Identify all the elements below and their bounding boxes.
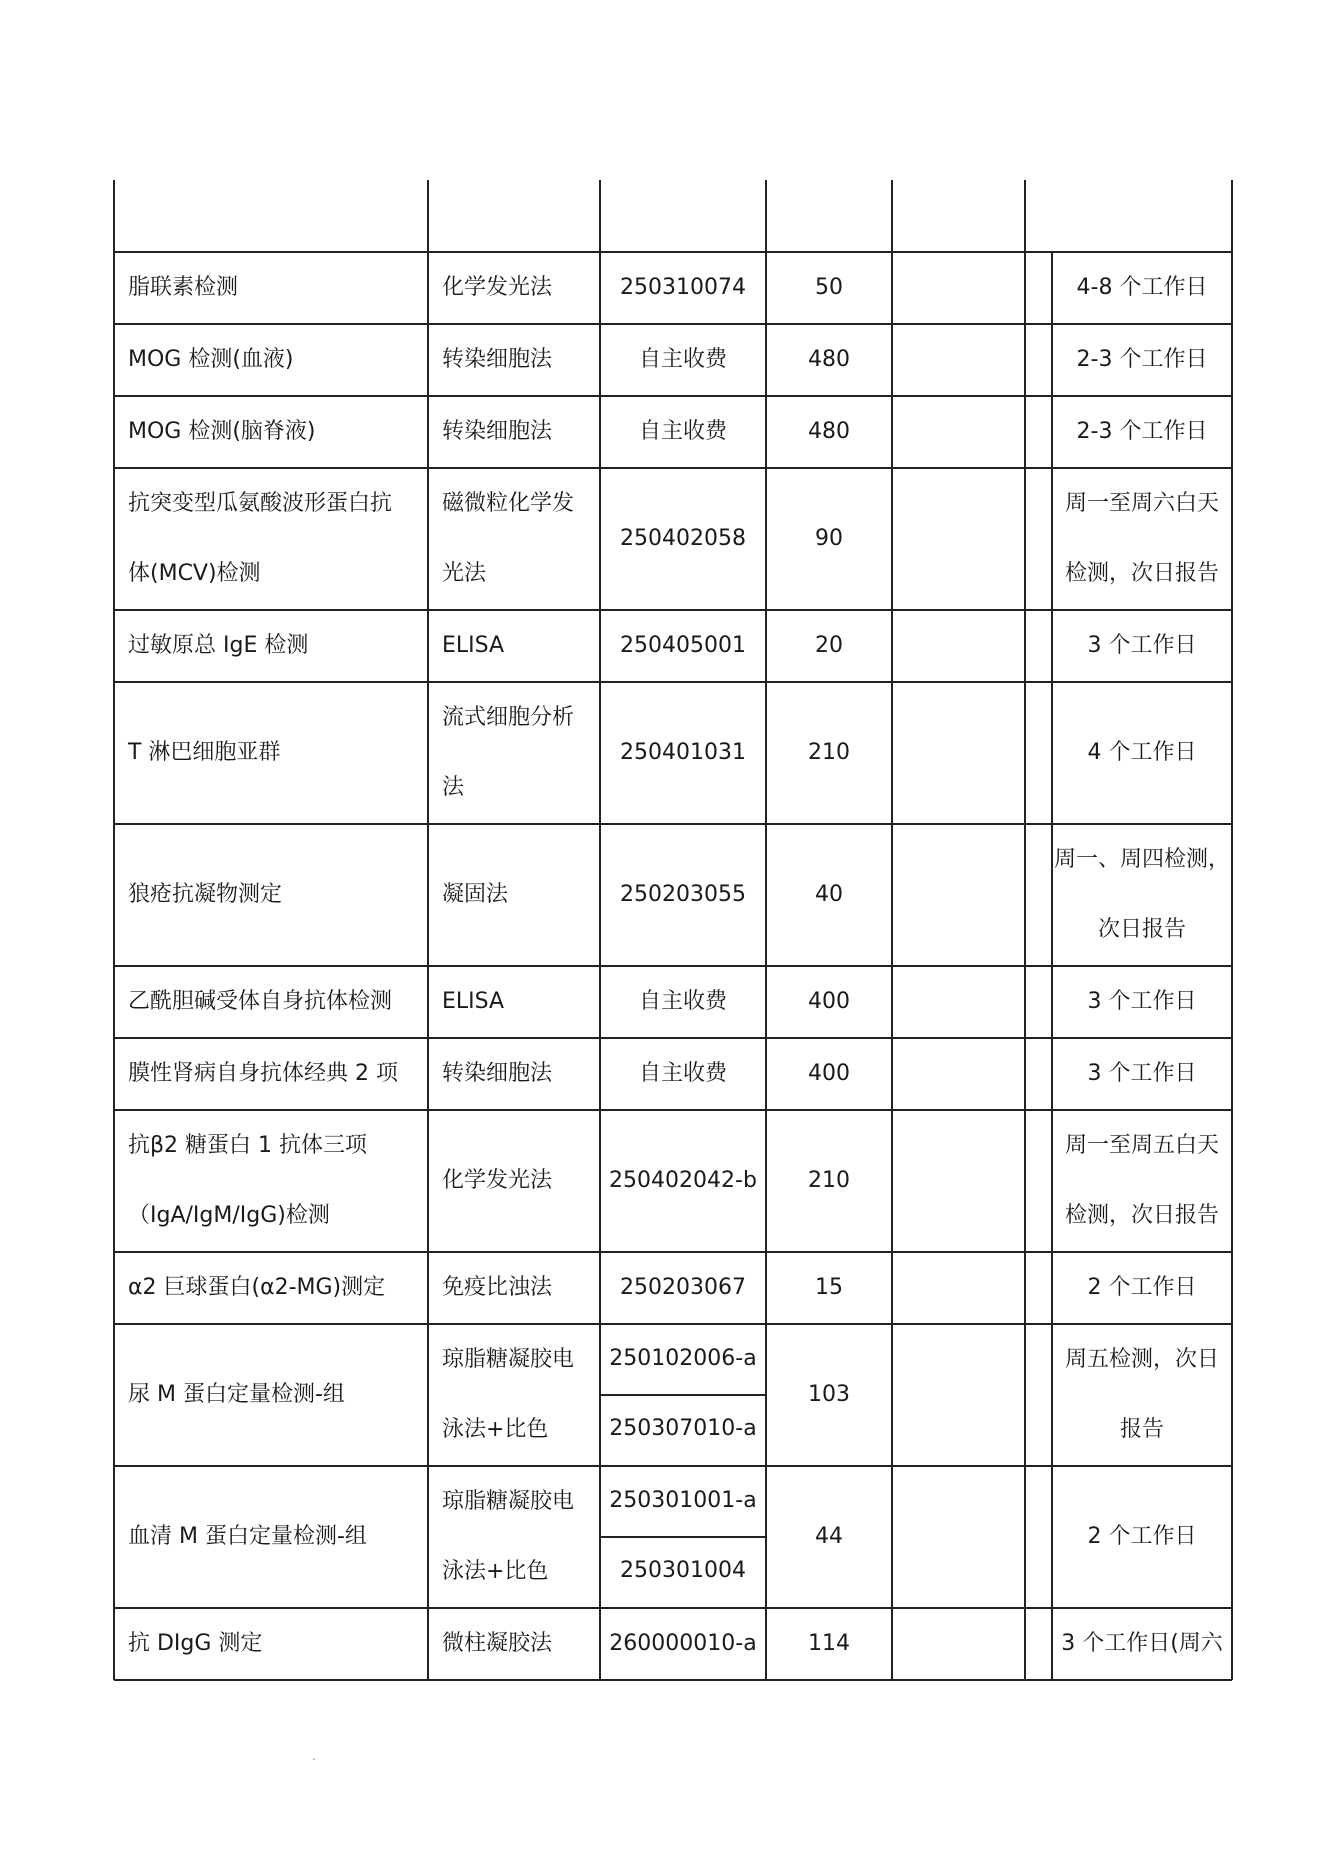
test-name-line: （IgA/IgM/IgG)检测 [128,1203,330,1228]
turnaround-line: 3 个工作日(周六 [1061,1631,1223,1656]
rule-horizontal [1025,1109,1052,1111]
test-name-line: 体(MCV)检测 [128,561,261,586]
rule-horizontal [1025,1323,1052,1325]
rule-vertical [765,180,767,1680]
method-line: 流式细胞分析 [442,705,575,730]
turnaround-line: 次日报告 [1097,917,1186,942]
test-name: 乙酰胆碱受体自身抗体检测 [128,989,393,1014]
rule-horizontal [1025,681,1052,683]
price-value: 40 [815,882,843,907]
test-name: MOG 检测(血液) [128,347,294,372]
method-line: 转染细胞法 [442,419,553,444]
rule-vertical [891,180,893,1680]
turnaround-line: 2 个工作日 [1087,1275,1197,1300]
rule-horizontal [1025,965,1052,967]
fee-code: 自主收费 [638,419,727,444]
fee-code: 250307010-a [609,1416,757,1441]
method-line: 微柱凝胶法 [442,1631,553,1656]
test-name-line: 抗突变型瓜氨酸波形蛋白抗 [128,491,393,516]
test-name: 抗 DIgG 测定 [128,1631,263,1656]
test-name: 过敏原总 IgE 检测 [128,633,309,658]
price-value: 50 [815,275,843,300]
fee-code: 250203055 [620,882,746,907]
price-value: 480 [808,347,850,372]
rule-vertical [427,180,429,1680]
method-line: 泳法+比色 [442,1417,549,1442]
method-line: 化学发光法 [442,275,553,300]
rule-horizontal [1025,1607,1052,1609]
method-line: 免疫比浊法 [442,1275,553,1300]
fee-code: 250310074 [620,275,746,300]
turnaround-line: 2 个工作日 [1087,1524,1197,1549]
test-name: α2 巨球蛋白(α2-MG)测定 [128,1275,386,1300]
rule-horizontal [1025,823,1052,825]
fee-code: 自主收费 [638,1061,727,1086]
rule-horizontal [1025,395,1052,397]
fee-code: 250203067 [620,1275,746,1300]
test-name: 尿 M 蛋白定量检测-组 [128,1382,345,1407]
turnaround-line: 3 个工作日 [1087,989,1197,1014]
turnaround-line: 2-3 个工作日 [1076,347,1208,372]
turnaround-line: 周一、周四检测， [1054,847,1230,872]
price-value: 480 [808,419,850,444]
fee-code: 250402042-b [609,1168,757,1193]
turnaround-line: 周一至周六白天 [1064,491,1219,516]
method-line: 光法 [442,561,487,586]
price-value: 210 [808,740,850,765]
rule-horizontal [1025,609,1052,611]
rule-horizontal [1025,251,1052,253]
method-line: 琼脂糖凝胶电 [442,1347,575,1372]
price-value: 20 [815,633,843,658]
test-name: 脂联素检测 [128,275,239,300]
test-name: T 淋巴细胞亚群 [128,740,281,765]
price-value: 103 [808,1382,850,1407]
turnaround-line: 检测，次日报告 [1064,561,1219,586]
rule-vertical [113,180,115,1680]
price-value: 44 [815,1524,843,1549]
rule-horizontal [1025,323,1052,325]
rule-horizontal [1052,1465,1232,1467]
turnaround-line: 4 个工作日 [1087,740,1197,765]
rule-horizontal [1025,467,1052,469]
fee-code: 自主收费 [638,989,727,1014]
method-line: 磁微粒化学发 [442,491,575,516]
fee-code: 250405001 [620,633,746,658]
method-line: 转染细胞法 [442,347,553,372]
scan-speck [313,1758,315,1760]
price-value: 114 [808,1631,850,1656]
turnaround-line: 3 个工作日 [1087,633,1197,658]
method-line: ELISA [442,633,505,658]
turnaround-line: 报告 [1119,1417,1164,1442]
test-name: MOG 检测(脑脊液) [128,419,316,444]
turnaround-line: 3 个工作日 [1087,1061,1197,1086]
price-value: 210 [808,1168,850,1193]
turnaround-line: 周五检测，次日 [1064,1347,1219,1372]
method-line: 泳法+比色 [442,1559,549,1584]
method-line: 法 [442,775,465,800]
turnaround-line: 2-3 个工作日 [1076,419,1208,444]
fee-code: 250301001-a [609,1488,757,1513]
rule-vertical [1024,180,1026,1680]
test-name: 膜性肾病自身抗体经典 2 项 [128,1061,398,1086]
method-line: 琼脂糖凝胶电 [442,1489,575,1514]
price-value: 90 [815,526,843,551]
fee-code: 250402058 [620,526,746,551]
method-line: ELISA [442,989,505,1014]
test-name-line: 抗β2 糖蛋白 1 抗体三项 [128,1133,368,1158]
test-name: 血清 M 蛋白定量检测-组 [128,1524,367,1549]
price-value: 400 [808,989,850,1014]
rule-horizontal [1025,1465,1052,1467]
fee-code: 260000010-a [609,1631,757,1656]
fee-code: 自主收费 [638,347,727,372]
turnaround-line: 4-8 个工作日 [1076,275,1208,300]
rule-vertical [599,180,601,1680]
rule-horizontal [1025,1037,1052,1039]
rule-horizontal [114,1679,1232,1681]
rule-horizontal [114,823,1024,825]
fee-code: 250301004 [620,1558,746,1583]
method-line: 转染细胞法 [442,1061,553,1086]
fee-code: 250102006-a [609,1346,757,1371]
turnaround-line: 检测，次日报告 [1064,1203,1219,1228]
turnaround-line: 周一至周五白天 [1064,1133,1219,1158]
rule-horizontal [1052,681,1232,683]
fee-code: 250401031 [620,740,746,765]
method-line: 凝固法 [442,882,509,907]
price-value: 400 [808,1061,850,1086]
method-line: 化学发光法 [442,1168,553,1193]
test-name: 狼疮抗凝物测定 [128,882,283,907]
rule-horizontal [1025,1251,1052,1253]
price-value: 15 [815,1275,843,1300]
rule-vertical [1231,180,1233,1680]
